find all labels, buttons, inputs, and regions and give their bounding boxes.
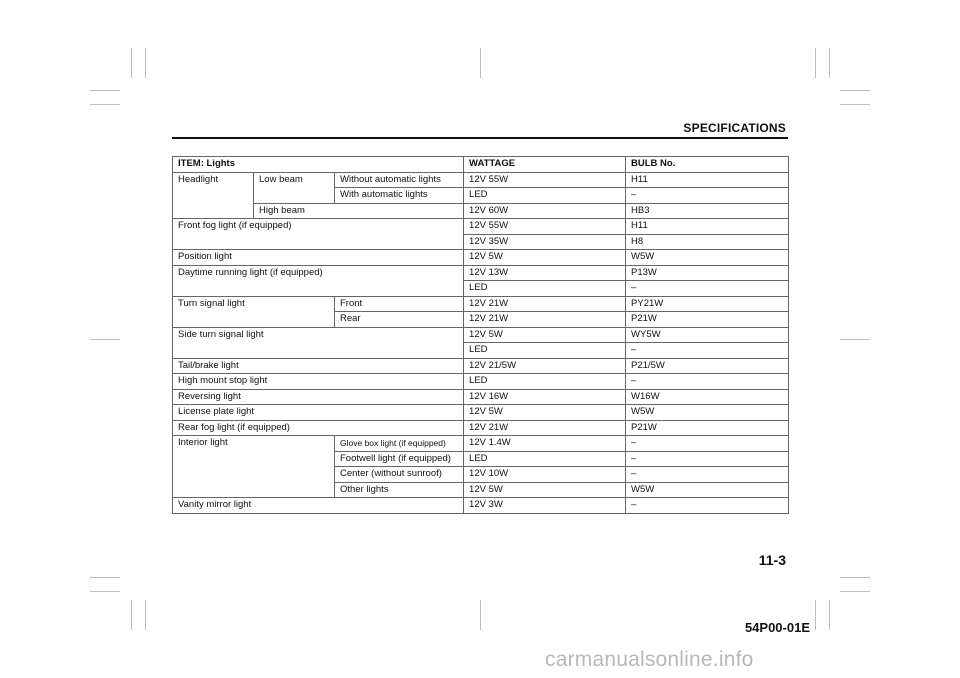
lights-spec-table [172, 156, 789, 514]
item-label: Vanity mirror light [173, 498, 464, 514]
crop-mark [90, 591, 120, 592]
bulb-cell: PY21W [626, 296, 789, 312]
table-row [173, 219, 789, 235]
wattage-cell: 12V 55W [464, 172, 626, 188]
wattage-cell: 12V 3W [464, 498, 626, 514]
bulb-cell: P21W [626, 312, 789, 328]
table-row [173, 389, 789, 405]
bulb-cell: P21/5W [626, 358, 789, 374]
item-label: Headlight [173, 172, 254, 219]
item-label: Interior light [173, 436, 335, 498]
bulb-cell: P13W [626, 265, 789, 281]
crop-mark [145, 48, 146, 78]
wattage-cell: 12V 16W [464, 389, 626, 405]
wattage-cell: 12V 13W [464, 265, 626, 281]
bulb-cell: – [626, 467, 789, 483]
crop-mark [131, 48, 132, 78]
item-label: Position light [173, 250, 464, 266]
bulb-cell: H11 [626, 219, 789, 235]
bulb-cell: P21W [626, 420, 789, 436]
table-row [173, 296, 789, 312]
crop-mark [815, 600, 816, 630]
table-row [173, 498, 789, 514]
table-row [173, 327, 789, 343]
wattage-cell: 12V 55W [464, 219, 626, 235]
table-row [173, 436, 789, 452]
sub-item-label: Footwell light (if equipped) [335, 451, 464, 467]
crop-mark [90, 577, 120, 578]
section-title: SPECIFICATIONS [683, 121, 786, 135]
crop-mark [90, 104, 120, 105]
bulb-cell: – [626, 436, 789, 452]
sub-item-label: Low beam [254, 172, 335, 203]
wattage-cell: 12V 5W [464, 327, 626, 343]
table-row [173, 420, 789, 436]
sub-item-label: Without automatic lights [335, 172, 464, 188]
wattage-cell: 12V 35W [464, 234, 626, 250]
bulb-cell: W5W [626, 482, 789, 498]
header-bulb: BULB No. [626, 157, 789, 173]
sub-item-label: Rear [335, 312, 464, 328]
crop-mark [840, 591, 870, 592]
bulb-cell: – [626, 343, 789, 359]
crop-mark [480, 48, 481, 78]
table-row [173, 405, 789, 421]
item-label: Turn signal light [173, 296, 335, 327]
table-header-row [173, 157, 789, 173]
bulb-cell: – [626, 451, 789, 467]
wattage-cell: LED [464, 343, 626, 359]
item-label: Rear fog light (if equipped) [173, 420, 464, 436]
crop-mark [480, 600, 481, 630]
crop-mark [840, 577, 870, 578]
crop-mark [145, 600, 146, 630]
wattage-cell: 12V 1.4W [464, 436, 626, 452]
table-row [173, 358, 789, 374]
page-number: 11-3 [758, 552, 786, 568]
wattage-cell: 12V 5W [464, 405, 626, 421]
sub-item-label: With automatic lights [335, 188, 464, 204]
bulb-cell: W5W [626, 405, 789, 421]
wattage-cell: 12V 60W [464, 203, 626, 219]
table-row [173, 250, 789, 266]
sub-item-label: Other lights [335, 482, 464, 498]
item-label: High mount stop light [173, 374, 464, 390]
bulb-cell: WY5W [626, 327, 789, 343]
item-label: License plate light [173, 405, 464, 421]
wattage-cell: 12V 21W [464, 296, 626, 312]
item-label: Tail/brake light [173, 358, 464, 374]
bulb-cell: – [626, 281, 789, 297]
bulb-cell: – [626, 374, 789, 390]
crop-mark [131, 600, 132, 630]
item-label: Daytime running light (if equipped) [173, 265, 464, 296]
watermark: carmanualsonline.info [545, 648, 754, 671]
sub-item-label: Front [335, 296, 464, 312]
crop-mark [829, 600, 830, 630]
header-rule [172, 137, 788, 139]
wattage-cell: LED [464, 451, 626, 467]
wattage-cell: 12V 21W [464, 420, 626, 436]
wattage-cell: 12V 5W [464, 250, 626, 266]
bulb-cell: HB3 [626, 203, 789, 219]
bulb-cell: W16W [626, 389, 789, 405]
sub-item-label: Center (without sunroof) [335, 467, 464, 483]
sub-item-label: Glove box light (if equipped) [335, 436, 464, 452]
sub-item-label: High beam [254, 203, 464, 219]
bulb-cell: – [626, 498, 789, 514]
bulb-cell: H11 [626, 172, 789, 188]
item-label: Front fog light (if equipped) [173, 219, 464, 250]
wattage-cell: LED [464, 281, 626, 297]
wattage-cell: 12V 21W [464, 312, 626, 328]
item-label: Reversing light [173, 389, 464, 405]
bulb-cell: – [626, 188, 789, 204]
table-row [173, 172, 789, 188]
wattage-cell: 12V 21/5W [464, 358, 626, 374]
wattage-cell: LED [464, 374, 626, 390]
header-item: ITEM: Lights [173, 157, 464, 173]
wattage-cell: LED [464, 188, 626, 204]
crop-mark [815, 48, 816, 78]
crop-mark [829, 48, 830, 78]
bulb-cell: H8 [626, 234, 789, 250]
crop-mark [840, 339, 870, 340]
table-row [173, 203, 789, 219]
crop-mark [840, 90, 870, 91]
wattage-cell: 12V 10W [464, 467, 626, 483]
table-row [173, 265, 789, 281]
document-code: 54P00-01E [744, 620, 810, 635]
crop-mark [840, 104, 870, 105]
header-wattage: WATTAGE [464, 157, 626, 173]
crop-mark [90, 90, 120, 91]
wattage-cell: 12V 5W [464, 482, 626, 498]
item-label: Side turn signal light [173, 327, 464, 358]
crop-mark [90, 339, 120, 340]
bulb-cell: W5W [626, 250, 789, 266]
table-row [173, 374, 789, 390]
